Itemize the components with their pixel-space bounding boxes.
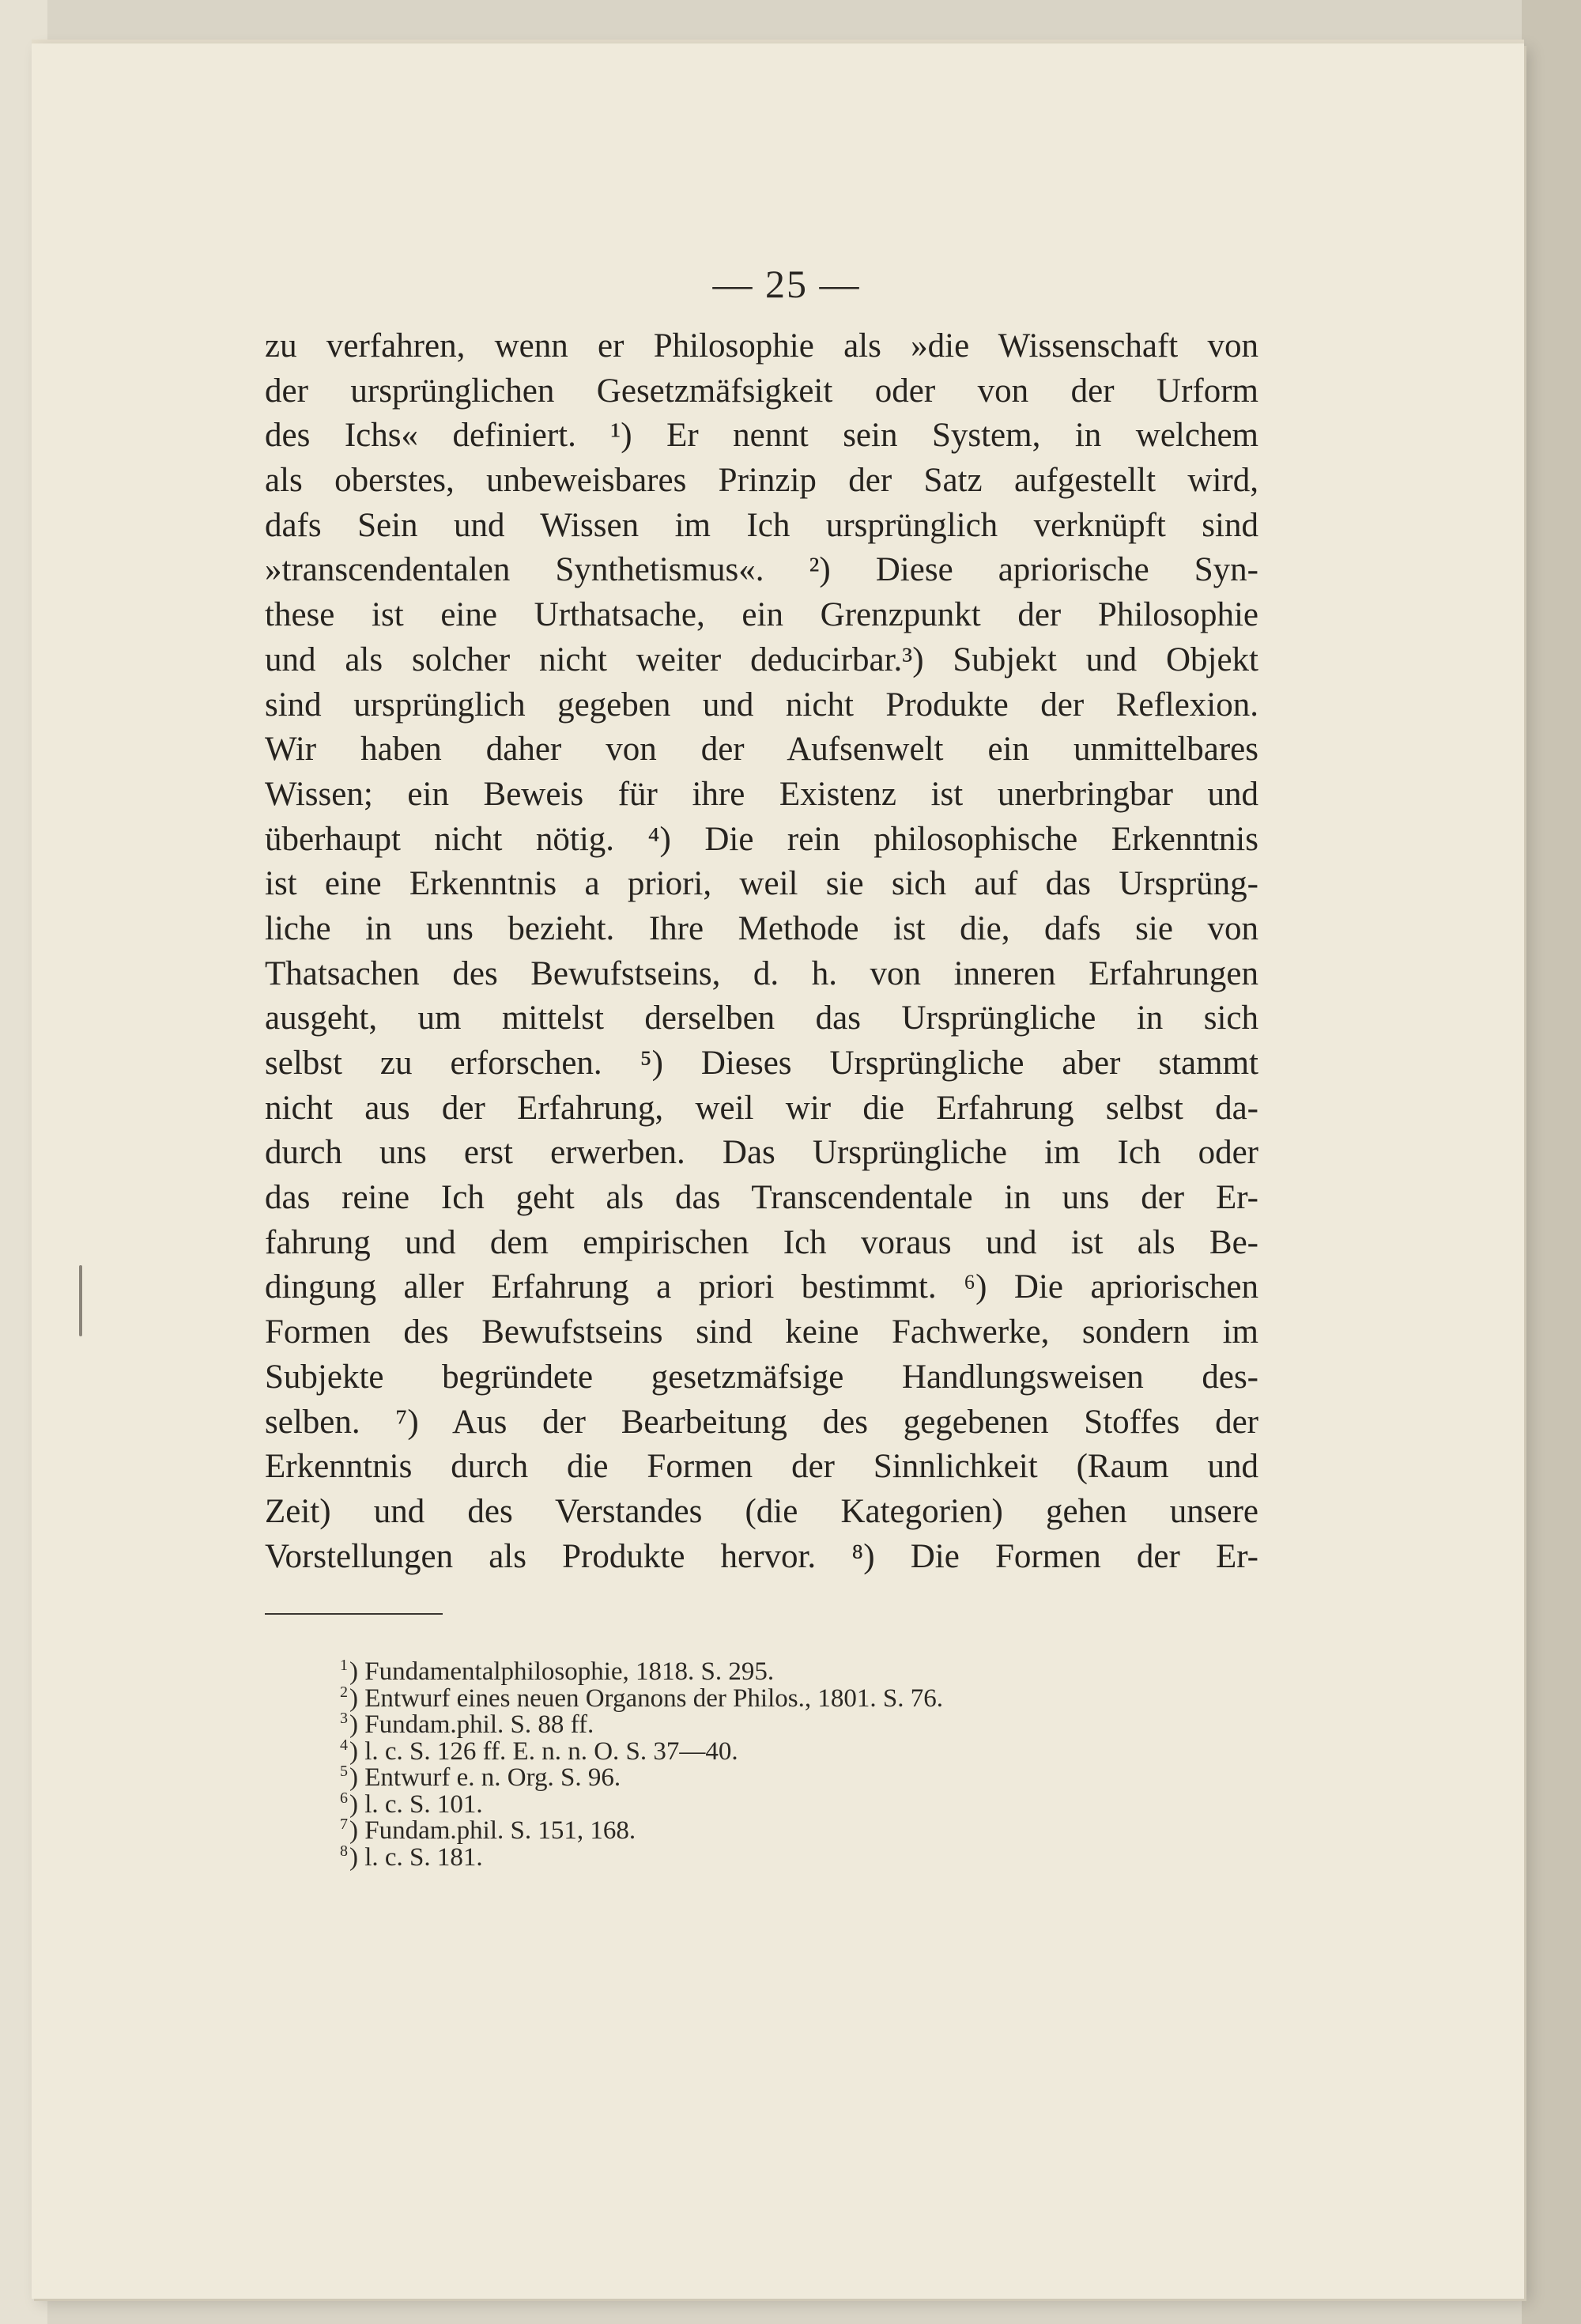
footnote-text: ) l. c. S. 101. [349, 1789, 483, 1819]
text-line: überhaupt nicht nötig. ⁴) Die rein philosophische Erkenntnis [265, 820, 1258, 858]
text-line: selbst zu erforschen. ⁵) Dieses Ursprüngliche aber stammt [265, 1045, 1258, 1082]
text-line: Wir haben daher von der Aufsenwelt ein unmittelbares [265, 731, 1258, 769]
text-line: ist eine Erkenntnis a priori, weil sie sich auf das Ursprüng- [265, 865, 1258, 903]
text-line: Formen des Bewufstseins sind keine Fachwerke, sondern im [265, 1313, 1258, 1351]
text-line: liche in uns bezieht. Ihre Methode ist die, dafs sie von [265, 909, 1258, 947]
footnote-marker: 2 [340, 1683, 348, 1701]
footnote [340, 1759, 1249, 1792]
text-line: »transcendentalen Synthetismus«. ²) Diese apriorische Syn- [265, 551, 1258, 589]
footnote-rule [265, 1613, 443, 1615]
text-line: fahrung und dem empirischen Ich voraus und ist als Be- [265, 1223, 1258, 1261]
text-line: dafs Sein und Wissen im Ich ursprünglich verknüpft sind [265, 506, 1258, 544]
footnote-text: ) l. c. S. 126 ff. E. n. n. O. S. 37—40. [349, 1736, 738, 1766]
footnote-marker: 6 [340, 1789, 348, 1807]
text-line: nicht aus der Erfahrung, weil wir die Erfahrung selbst da- [265, 1089, 1258, 1127]
text-line: der ursprünglichen Gesetzmäfsigkeit oder von der Urform [265, 372, 1258, 410]
footnote-text: ) Fundamentalphilosophie, 1818. S. 295. [349, 1657, 775, 1686]
footnote [340, 1786, 1249, 1819]
footnote [340, 1812, 1249, 1845]
text-line: these ist eine Urthatsache, ein Grenzpunkt der Philosophie [265, 596, 1258, 634]
text-line: Vorstellungen als Produkte hervor. ⁸) Die Formen der Er- [265, 1537, 1258, 1575]
footnote [340, 1653, 1249, 1686]
text-line: selben. ⁷) Aus der Bearbeitung des gegebenen Stoffes der [265, 1403, 1258, 1441]
text-line: Subjekte begründete gesetzmäfsige Handlungsweisen des- [265, 1358, 1258, 1396]
footnotes [340, 1653, 1249, 1872]
text-line: ausgeht, um mittelst derselben das Ursprüngliche in sich [265, 1000, 1258, 1037]
footnote [340, 1838, 1249, 1872]
footnote-text: ) Fundam.phil. S. 151, 168. [349, 1816, 636, 1845]
text-line: und als solcher nicht weiter deducirbar.³) Subjekt und Objekt [265, 641, 1258, 678]
text-line: Zeit) und des Verstandes (die Kategorien) gehen unsere [265, 1492, 1258, 1530]
text-line: Erkenntnis durch die Formen der Sinnlichkeit (Raum und [265, 1448, 1258, 1486]
right-background [1522, 0, 1581, 2324]
footnote-text: ) Entwurf e. n. Org. S. 96. [349, 1763, 621, 1792]
footnote-marker: 5 [340, 1763, 348, 1780]
footnote-marker: 4 [340, 1736, 348, 1754]
text-line: zu verfahren, wenn er Philosophie als »die Wissenschaft von [265, 327, 1258, 365]
text-line: Wissen; ein Beweis für ihre Existenz ist unerbringbar und [265, 775, 1258, 813]
body-text [265, 324, 1258, 1579]
page-number: — 25 — [712, 262, 861, 306]
footnote [340, 1680, 1249, 1713]
footnote-text: ) l. c. S. 181. [349, 1842, 483, 1872]
footnote-marker: 3 [340, 1710, 348, 1727]
text-line: durch uns erst erwerben. Das Ursprüngliche im Ich oder [265, 1134, 1258, 1172]
footnote-text: ) Entwurf eines neuen Organons der Philos., 1801. S. 76. [349, 1683, 943, 1713]
footnote-marker: 1 [340, 1657, 348, 1674]
text-line: des Ichs« definiert. ¹) Er nennt sein System, in welchem [265, 417, 1258, 455]
text-line: als oberstes, unbeweisbares Prinzip der Satz aufgestellt wird, [265, 462, 1258, 500]
binding-mark [79, 1265, 82, 1336]
text-line: das reine Ich geht als das Transcendentale in uns der Er- [265, 1179, 1258, 1217]
text-line: sind ursprünglich gegeben und nicht Produkte der Reflexion. [265, 686, 1258, 724]
text-line: Thatsachen des Bewufstseins, d. h. von inneren Erfahrungen [265, 954, 1258, 992]
footnote-marker: 7 [340, 1816, 348, 1833]
footnote-text: ) Fundam.phil. S. 88 ff. [349, 1710, 594, 1739]
footnote [340, 1733, 1249, 1766]
text-line: dingung aller Erfahrung a priori bestimmt. ⁶) Die apriorischen [265, 1268, 1258, 1306]
footnote-marker: 8 [340, 1842, 348, 1860]
